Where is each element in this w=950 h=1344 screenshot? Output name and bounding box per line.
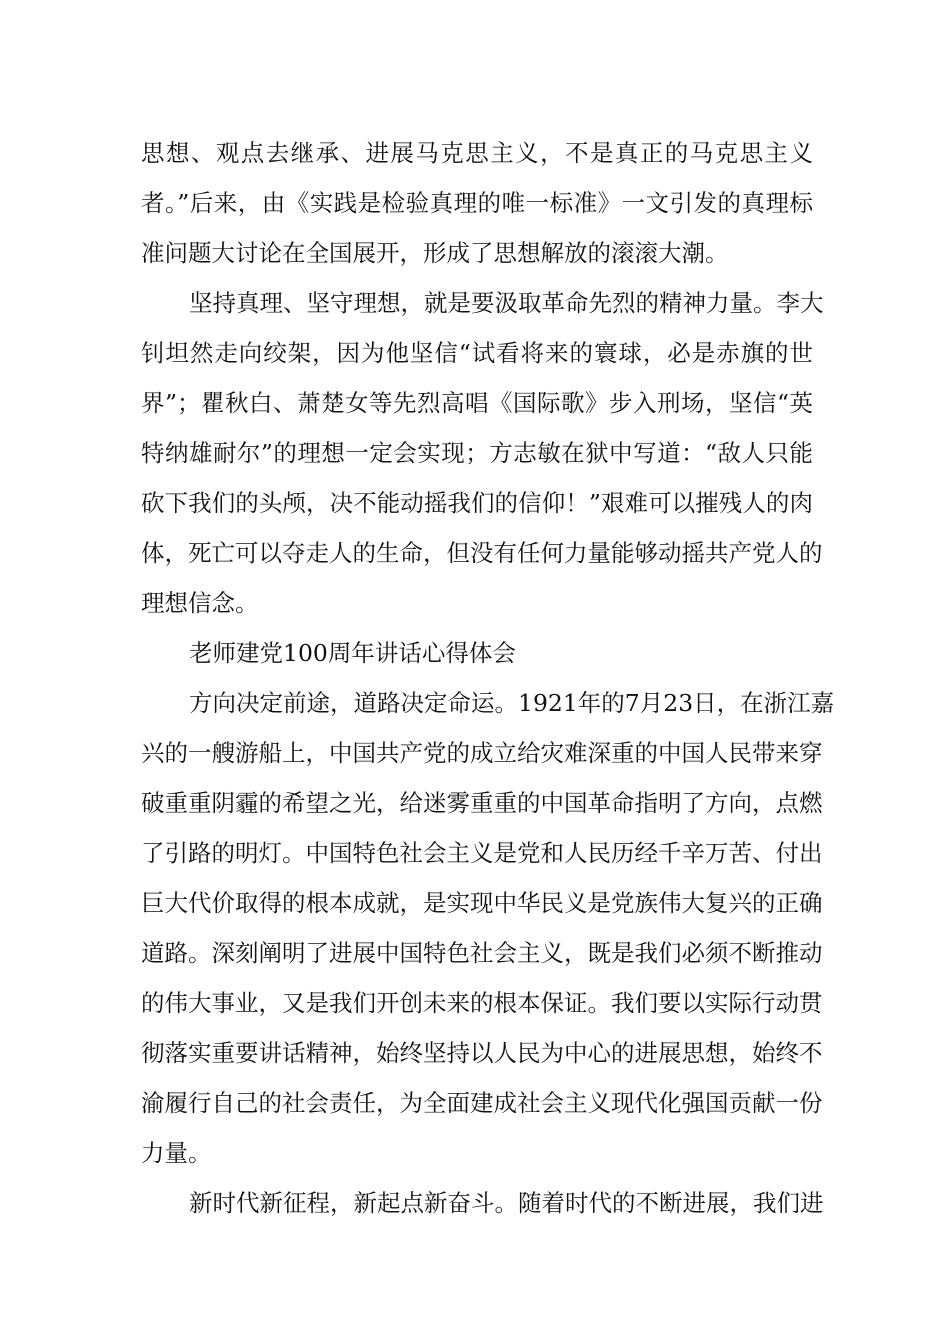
paragraph-line: 砍下我们的头颅，决不能动摇我们的信仰！”艰难可以摧残人的肉 (141, 489, 813, 517)
paragraph-line: 准问题大讨论在全国展开，形成了思想解放的滚滚大潮。 (141, 239, 729, 267)
paragraph-3 (141, 678, 835, 1178)
paragraph-line: 体，死亡可以夺走人的生命，但没有任何力量能够动摇共产党人的 (141, 539, 823, 567)
paragraph-line: 破重重阴霾的希望之光，给迷雾重重的中国革命指明了方向，点燃 (141, 789, 823, 817)
paragraph-line: 者。”后来，由《实践是检验真理的唯一标准》一文引发的真理标 (141, 189, 813, 217)
paragraph-line: 钊坦然走向绞架，因为他坚信“试看将来的寰球，必是赤旗的世 (141, 339, 813, 367)
paragraph-line: 方向决定前途，道路决定命运。1921年的7月23日，在浙江嘉 (189, 689, 835, 717)
paragraph-2 (141, 278, 824, 628)
paragraph-line: 界”；瞿秋白、萧楚女等先烈高唱《国际歌》步入刑场，坚信“英 (141, 389, 813, 417)
document-body (141, 128, 835, 1228)
paragraph-line: 思想、观点去继承、进展马克思主义，不是真正的马克思主义 (141, 139, 813, 167)
paragraph-line: 兴的一艘游船上，中国共产党的成立给灾难深重的中国人民带来穿 (141, 739, 823, 767)
paragraph-line: 道路。深刻阐明了进展中国特色社会主义，既是我们必须不断推动 (141, 939, 823, 967)
paragraph-1 (141, 128, 813, 278)
paragraph-line: 理想信念。 (141, 589, 259, 617)
paragraph-line: 坚持真理、坚守理想，就是要汲取革命先烈的精神力量。李大 (189, 289, 824, 317)
paragraph-line: 力量。 (141, 1139, 212, 1167)
paragraph-line: 彻落实重要讲话精神，始终坚持以人民为中心的进展思想，始终不 (141, 1039, 823, 1067)
paragraph-line: 了引路的明灯。中国特色社会主义是党和人民历经千辛万苦、付出 (141, 839, 823, 867)
section-heading (141, 628, 813, 678)
paragraph-line: 巨大代价取得的根本成就，是实现中华民义是党族伟大复兴的正确 (141, 889, 823, 917)
heading-text: 老师建党100周年讲话心得体会 (189, 639, 516, 667)
paragraph-line: 渝履行自己的社会责任，为全面建成社会主义现代化强国贡献一份 (141, 1089, 823, 1117)
paragraph-line: 特纳雄耐尔”的理想一定会实现；方志敏在狱中写道：“敌人只能 (141, 439, 813, 467)
paragraph-line: 新时代新征程，新起点新奋斗。随着时代的不断进展，我们进 (189, 1189, 824, 1217)
paragraph-4 (141, 1178, 824, 1228)
paragraph-line: 的伟大事业，又是我们开创未来的根本保证。我们要以实际行动贯 (141, 989, 823, 1017)
